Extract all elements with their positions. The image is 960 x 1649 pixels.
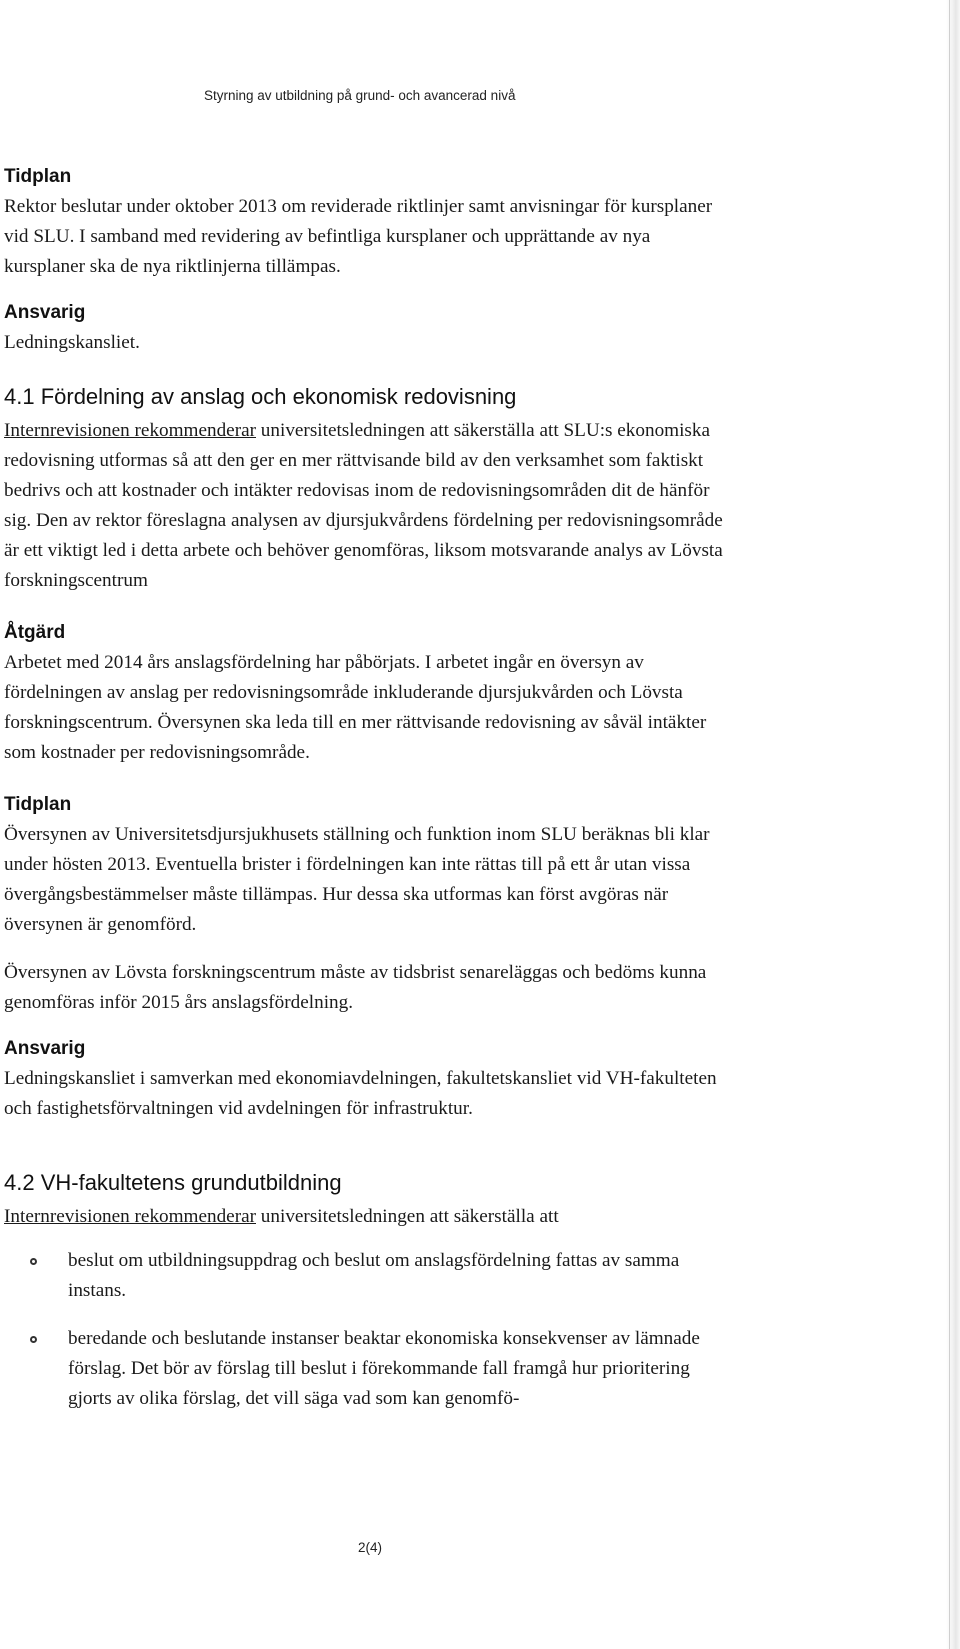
page-number: 2(4) (357, 1540, 382, 1555)
list-item-text: beredande och beslutande instanser beaktar ekonomiska konsekvenser av lämnade förslag. Det bör av förslag till beslut i förekommande fall framgå hur prioritering gjorts av olika förslag, det vill säga vad som kan genomfö- (68, 1328, 700, 1409)
running-header: Styrning av utbildning på grund- och avancerad nivå (204, 88, 516, 103)
recommendation-lead: Internrevisionen rekommenderar (4, 420, 256, 441)
tidplan-paragraph: Översynen av Lövsta forskningscentrum måste av tidsbrist senareläggas och bedöms kunna genomföras inför 2015 års anslagsfördelning. (4, 962, 707, 1013)
recommendation-text: universitetsledningen att säkerställa att (256, 1206, 559, 1227)
tidplan-paragraph: Översynen av Universitetsdjursjukhusets ställning och funktion inom SLU beräknas bli klar under hösten 2013. Eventuella brister i fördelningen kan inte rättas till på ett år utan vissa övergångsbestämmelser måste tillämpas. Hur dessa ska utformas kan först avgöras när översynen är genomförd. (4, 824, 710, 935)
tidplan-heading: Tidplan (4, 794, 72, 815)
tidplan-heading: Tidplan (4, 166, 72, 187)
list-item (4, 1324, 724, 1414)
section-4-2-title: 4.2 VH-fakultetens grundutbildning (4, 1170, 342, 1195)
list-item-text: beslut om utbildningsuppdrag och beslut om anslagsfördelning fattas av samma instans. (68, 1250, 680, 1301)
section-4-2-recommendation (4, 1202, 724, 1232)
atgard-heading: Åtgärd (4, 622, 66, 643)
document-body (4, 164, 724, 1432)
ansvarig-heading: Ansvarig (4, 1038, 86, 1059)
ansvarig-heading: Ansvarig (4, 302, 86, 323)
bullet-circle-icon (30, 1336, 37, 1343)
ansvarig-paragraph: Ledningskansliet i samverkan med ekonomiavdelningen, fakultetskansliet vid VH-fakulteten och fastighetsförvaltningen vid avdelningen för infrastruktur. (4, 1068, 717, 1119)
recommendation-text: universitetsledningen att säkerställa att SLU:s ekonomiska redovisning utformas så att den ger en mer rättvisande bild av den verksamhet som faktiskt bedrivs och att kostnader och intäkter redovisas inom de redovisningsområden dit de hänför sig. Den av rektor föreslagna analysen av djursjukvårdens fördelning per redovisningsområde är ett viktigt led i detta arbete och behöver genomföras, liksom motsvarande analys av Lövsta forskningscentrum (4, 420, 723, 591)
section-4-1-recommendation (4, 416, 724, 596)
ansvarig-paragraph: Ledningskansliet. (4, 332, 140, 353)
list-item (4, 1246, 724, 1306)
tidplan-paragraph: Rektor beslutar under oktober 2013 om reviderade riktlinjer samt anvisningar för kursplaner vid SLU. I samband med revidering av befintliga kursplaner och upprättande av nya kursplaner ska de nya riktlinjerna tillämpas. (4, 196, 713, 277)
section-4-1-title: 4.1 Fördelning av anslag och ekonomisk redovisning (4, 384, 517, 409)
recommendation-list (4, 1246, 724, 1414)
bullet-circle-icon (30, 1258, 37, 1265)
recommendation-lead: Internrevisionen rekommenderar (4, 1206, 256, 1227)
atgard-paragraph: Arbetet med 2014 års anslagsfördelning har påbörjats. I arbetet ingår en översyn av fördelningen av anslag per redovisningsområde inkluderande djursjukvården och Lövsta forskningscentrum. Översynen ska leda till en mer rättvisande redovisning av såväl intäkter som kostnader per redovisningsområde. (4, 652, 707, 763)
scan-edge-line (949, 0, 950, 1649)
